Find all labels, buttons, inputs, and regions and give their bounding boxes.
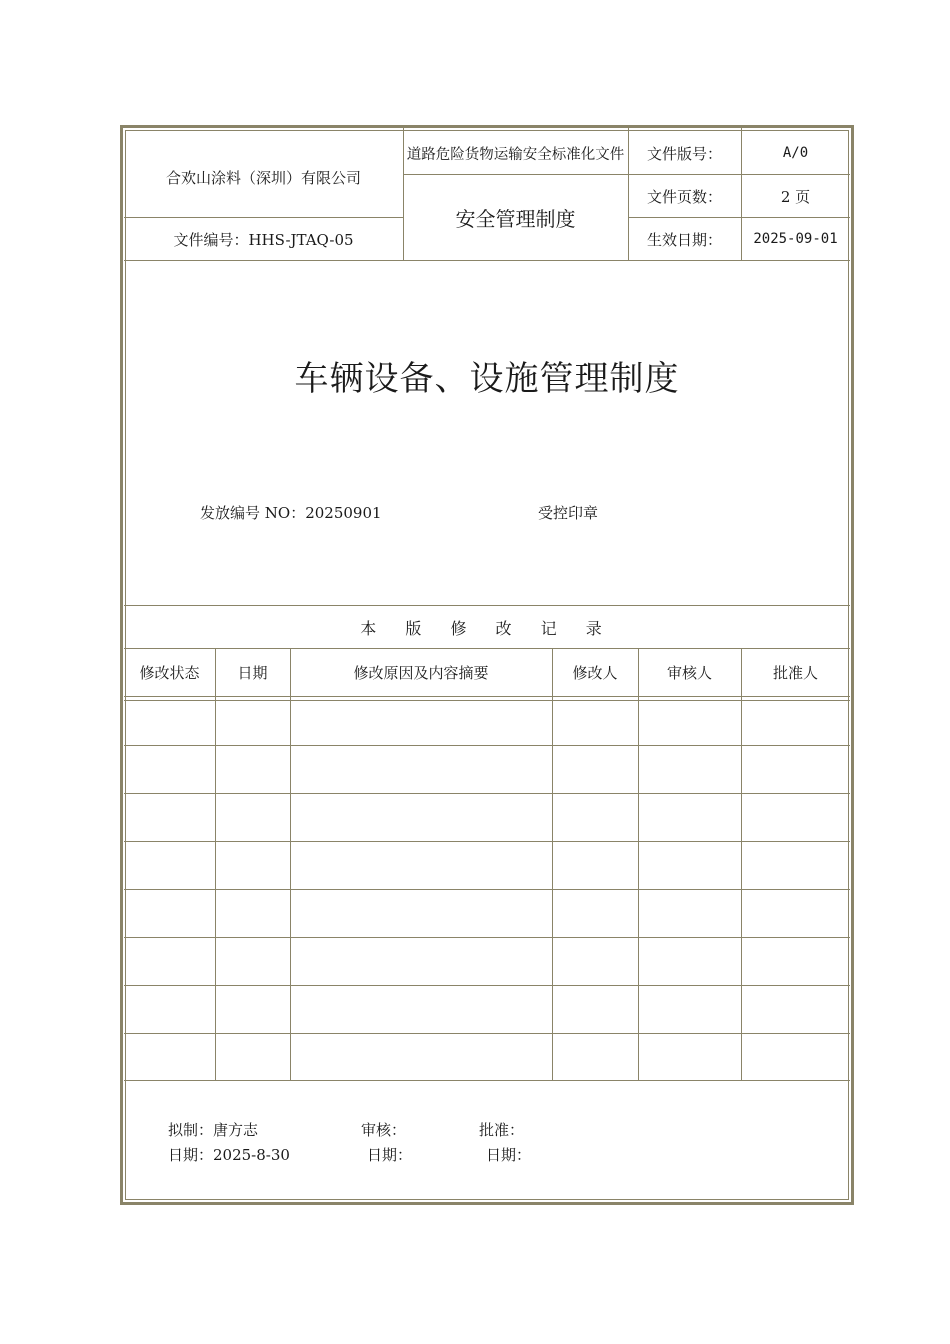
effective-date-value: 2025-09-01: [753, 231, 838, 247]
revision-col-divider-3: [552, 648, 553, 1081]
pages-label: 文件页数：: [646, 187, 722, 206]
reviewed-by: 审核：: [361, 1120, 407, 1139]
company-name: 合欢山涂料（深圳）有限公司: [165, 168, 361, 187]
pages-value: 2 页: [780, 187, 811, 206]
drafted-by: 拟制：唐方志: [168, 1120, 259, 1139]
revision-col-date: 日期: [237, 664, 268, 682]
revision-col-status: 修改状态: [139, 664, 200, 682]
revision-col-divider-1: [215, 648, 216, 1081]
revision-row-line: [124, 841, 850, 842]
revision-col-divider-5: [741, 648, 742, 1081]
document-number: 文件编号：HHS-JTAQ-05: [173, 230, 354, 249]
revision-row-line: [124, 937, 850, 938]
revision-col-summary: 修改原因及内容摘要: [353, 664, 489, 682]
reviewed-date: 日期：: [367, 1145, 413, 1164]
revision-col-divider-2: [290, 648, 291, 1081]
version-label: 文件版号：: [646, 144, 722, 163]
revision-row-line: [124, 745, 850, 746]
revision-col-reviewer: 审核人: [666, 664, 712, 682]
approved-date: 日期：: [486, 1145, 532, 1164]
revision-row-line: [124, 985, 850, 986]
revision-col-modifier: 修改人: [572, 664, 618, 682]
revision-row-line: [124, 793, 850, 794]
issue-number: 发放编号 NO：20250901: [200, 503, 382, 522]
header-bottom-line: [124, 260, 850, 261]
revision-row-line: [124, 1033, 850, 1034]
series-title: 道路危险货物运输安全标准化文件: [406, 146, 625, 163]
drafted-date: 日期：2025-8-30: [168, 1145, 290, 1164]
document-title: 车辆设备、设施管理制度: [294, 358, 680, 399]
revision-row-line: [124, 889, 850, 890]
version-value: A/0: [782, 145, 809, 161]
effective-date-label: 生效日期：: [646, 230, 722, 249]
approved-by: 批准：: [479, 1120, 525, 1139]
revision-col-approver: 批准人: [772, 664, 818, 682]
controlled-stamp-label: 受控印章: [538, 503, 599, 522]
document-category-title: 安全管理制度: [455, 207, 576, 231]
revision-col-divider-4: [638, 648, 639, 1081]
revision-header-double-line: [124, 696, 850, 701]
revision-heading: 本 版 修 改 记 录: [360, 618, 614, 638]
revision-bottom-line: [124, 1080, 850, 1081]
